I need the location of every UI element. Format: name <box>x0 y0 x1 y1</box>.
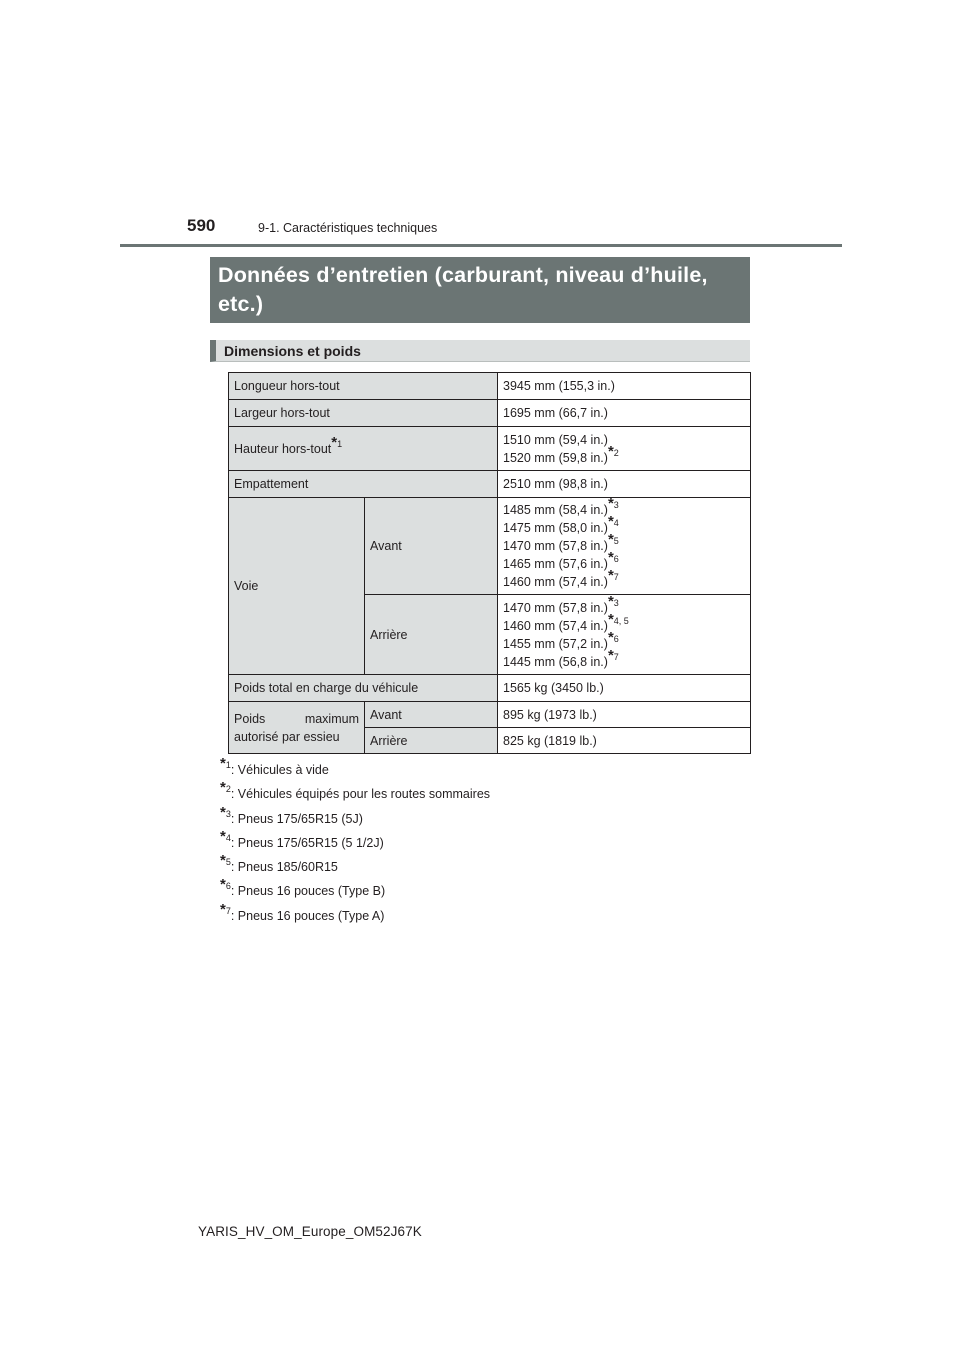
row-value: 1565 kg (3450 lb.) <box>498 675 751 702</box>
label-line: Poids maximum <box>234 711 359 726</box>
footnote-marker: *5 <box>607 531 619 548</box>
row-label: Longueur hors-tout <box>229 373 498 400</box>
row-value <box>498 427 751 471</box>
dimensions-table <box>228 372 751 754</box>
row-value: 3945 mm (155,3 in.) <box>498 373 751 400</box>
footnote-marker: *6 <box>220 876 231 894</box>
footnote-marker: *3 <box>607 592 619 610</box>
value-line: 1470 mm (57,8 in.)$^{*5}$ <box>503 531 619 553</box>
table-row <box>229 498 751 595</box>
row-value: 1695 mm (66,7 in.) <box>498 400 751 427</box>
table-row <box>229 400 751 427</box>
row-label <box>229 427 498 471</box>
row-value <box>498 592 751 675</box>
label-line: autorisé par essieu <box>234 729 340 744</box>
footnotes <box>220 755 491 928</box>
footnote-marker: *2 <box>220 779 231 797</box>
table-row <box>229 427 751 471</box>
footnote-marker: *3 <box>220 803 231 821</box>
value-line: 1465 mm (57,6 in.)$^{*6}$ <box>503 549 619 571</box>
footnote-marker: *4 <box>607 513 619 530</box>
row-value: 2510 mm (98,8 in.) <box>498 471 751 498</box>
value-line: 1520 mm (59,8 in.)$^{*2}$ <box>503 442 619 465</box>
table-row <box>229 675 751 702</box>
row-label: Empattement <box>229 471 498 498</box>
value-line: 1460 mm (57,4 in.)$^{*7}$ <box>503 567 619 589</box>
value-line: 1445 mm (56,8 in.)$^{*7}$ <box>503 646 619 669</box>
footnote-marker: *7 <box>607 646 619 664</box>
footnote-marker: *3 <box>607 495 619 512</box>
footnote-marker: *7 <box>607 567 619 584</box>
footnote-marker: *2 <box>607 442 619 460</box>
footnote-marker: *7 <box>220 900 231 918</box>
section-subtitle: Dimensions et poids <box>210 340 750 362</box>
row-sublabel: Arrière <box>365 595 498 675</box>
value-line: 1485 mm (58,4 in.)$^{*3}$ <box>503 495 619 517</box>
footnote: $^{*6}$: Pneus 16 pouces (Type B) <box>220 876 386 899</box>
table-row <box>229 471 751 498</box>
table-row <box>229 373 751 400</box>
row-label-poids-essieu <box>229 702 365 754</box>
value-line: 1475 mm (58,0 in.)$^{*4}$ <box>503 513 619 535</box>
value-line: 1510 mm (59,4 in.) <box>503 432 608 447</box>
footnote-marker: *4, 5 <box>607 610 629 628</box>
row-label: Poids total en charge du véhicule <box>229 675 498 702</box>
value-line: 1455 mm (57,2 in.)$^{*6}$ <box>503 628 619 651</box>
footnote: $^{*7}$: Pneus 16 pouces (Type A) <box>220 900 385 923</box>
header-rule <box>120 244 842 247</box>
footnote-marker: *6 <box>607 628 619 646</box>
section-label: 9-1. Caractéristiques techniques <box>258 221 438 235</box>
value-line: 1460 mm (57,4 in.)$^{*4, 5}$ <box>503 610 629 633</box>
table-row <box>229 702 751 728</box>
footnote-marker: *4 <box>220 827 231 845</box>
label-text: Hauteur hors-tout <box>234 441 332 456</box>
footnote-marker: *6 <box>607 549 619 566</box>
value-line: 1470 mm (57,8 in.)$^{*3}$ <box>503 592 619 615</box>
row-value: 825 kg (1819 lb.) <box>498 728 751 754</box>
row-value <box>498 495 751 595</box>
row-value: 895 kg (1973 lb.) <box>498 702 751 728</box>
page-title: Données d’entretien (carburant, niveau d’huile, etc.) <box>210 257 750 323</box>
footnote-marker: *1 <box>220 755 231 772</box>
row-sublabel: Avant <box>365 498 498 595</box>
document-footer: YARIS_HV_OM_Europe_OM52J67K <box>198 1224 422 1239</box>
footnote-marker: *5 <box>220 852 231 870</box>
footnote: $^{*5}$: Pneus 185/60R15 <box>220 852 338 875</box>
row-label-voie: Voie <box>229 498 365 675</box>
footnote: $^{*2}$: Véhicules équipés pour les routes sommaires <box>220 779 491 802</box>
footnote: $^{*4}$: Pneus 175/65R15 (5 1/2J) <box>220 827 384 850</box>
page-number: 590 <box>187 216 216 235</box>
footnote-marker: *1 <box>331 433 343 451</box>
row-sublabel: Arrière <box>365 728 498 754</box>
footnote: $^{*3}$: Pneus 175/65R15 (5J) <box>220 803 363 826</box>
footnote: $^{*1}$: Véhicules à vide <box>220 755 329 777</box>
row-label: Largeur hors-tout <box>229 400 498 427</box>
row-sublabel: Avant <box>365 702 498 728</box>
